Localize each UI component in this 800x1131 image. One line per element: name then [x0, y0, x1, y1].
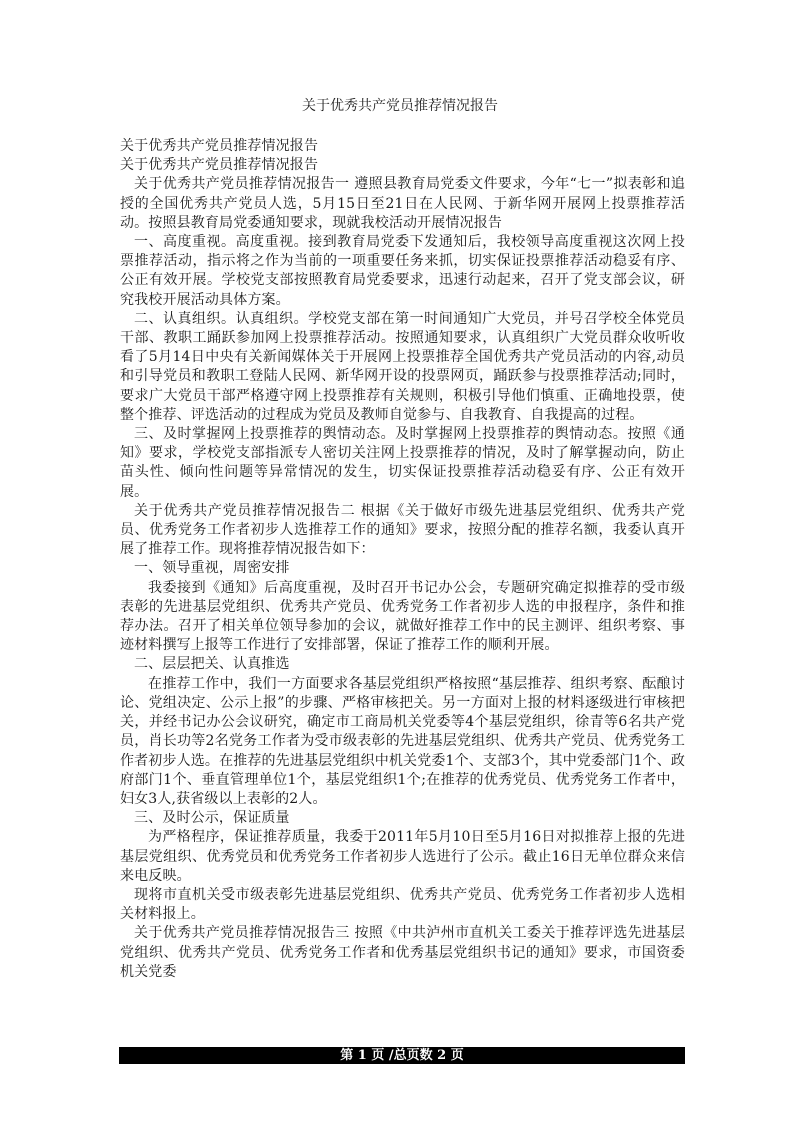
heading-publicity: 三、及时公示，保证质量: [134, 810, 290, 827]
header-line: 关于优秀共产党员推荐情况报告: [120, 138, 319, 154]
paragraph-submission: 现将市直机关受市级表彰先进基层党组织、优秀共产党员、优秀党务工作者初步人选相关材料报上。: [120, 886, 685, 923]
paragraph-report-three: 关于优秀共产党员推荐情况报告三 按照《中共泸州市直机关工委关于推荐评选先进基层党组织、优秀共产党员、优秀党务工作者和优秀基层党组织书记的通知》要求，市国资委机关党委: [120, 925, 685, 980]
paragraph-section-one: 一、高度重视。高度重视。接到教育局党委下发通知后，我校领导高度重视这次网上投票推荐活动，指示将之作为当前的一项重要任务来抓，切实保证投票推荐活动稳妥有序、公正有效开展。学校党支部按照教育局党委要求，迅速行动起来，召开了党支部会议，研究我校开展活动具体方案。: [120, 234, 685, 308]
page-number-footer: 第 1 页 /总页数 2 页: [119, 1047, 685, 1064]
document-body: [120, 137, 685, 982]
paragraph-report-one: 关于优秀共产党员推荐情况报告一 遵照县教育局党委文件要求，今年“七一”拟表彰和追授的全国优秀共产党员人选，5月15日至21日在人民网、于新华网开展网上投票推荐活动。按照县教育局党委通知要求，现就我校活动开展情况报告: [120, 176, 685, 231]
paragraph-review: 在推荐工作中，我们一方面要求各基层党组织严格按照“基层推荐、组织考察、酝酿讨论、党组决定、公示上报”的步骤、严格审核把关。另一方面对上报的材料逐级进行审核把关，并经书记办公会议研究，确定市工商局机关党委等4个基层党组织，徐青等6名共产党员，肖长功等2名党务工作者为受市级表彰的先进基层党组织、优秀共产党员、优秀党务工作者初步人选。在推荐的先进基层党组织中机关党委1个、支部3个，其中党委部门1个、政府部门1个、垂直管理单位1个，基层党组织1个;在推荐的优秀党员、优秀党务工作者中，妇女3人,获省级以上表彰的2人。: [120, 675, 685, 807]
page-title: 关于优秀共产党员推荐情况报告: [302, 98, 498, 114]
heading-review: 二、层层把关、认真推选: [134, 656, 290, 673]
paragraph-publicity: 为严格程序，保证推荐质量，我委于2011年5月10日至5月16日对拟推荐上报的先进基层党组织、优秀党员和优秀党务工作者初步人选进行了公示。截止16日无单位群众来信来电反映。: [120, 829, 685, 884]
header-line: 关于优秀共产党员推荐情况报告: [120, 157, 319, 174]
heading-leadership: 一、领导重视，周密安排: [134, 560, 290, 577]
paragraph-section-two: 二、认真组织。认真组织。学校党支部在第一时间通知广大党员，并号召学校全体党员干部、教职工踊跃参加网上投票推荐活动。按照通知要求，认真组织广大党员群众收听收看了5月14日中央有关新闻媒体关于开展网上投票推荐全国优秀共产党员活动的内容,动员和引导党员和教职工登陆人民网、新华网开设的投票网页，踊跃参与投票推荐活动;同时，要求广大党员干部严格遵守网上投票推荐有关规则，积极引导他们慎重、正确地投票，使整个推荐、评选活动的过程成为党员及教师自觉参与、自我教育、自我提高的过程。: [120, 310, 685, 423]
paragraph-leadership: 我委接到《通知》后高度重视，及时召开书记办公会，专题研究确定拟推荐的受市级表彰的先进基层党组织、优秀共产党员、优秀党务工作者初步人选的申报程序，条件和推荐办法。召开了相关单位领导参加的会议，就做好推荐工作中的民主测评、组织考察、事迹材料撰写上报等工作进行了安排部署，保证了推荐工作的顺利开展。: [120, 579, 685, 654]
paragraph-report-two: 关于优秀共产党员推荐情况报告二 根据《关于做好市级先进基层党组织、优秀共产党员、优秀党务工作者初步人选推荐工作的通知》要求，按照分配的推荐名额，我委认真开展了推荐工作。现将推荐情况报告如下：: [120, 502, 685, 558]
paragraph-section-three: 三、及时掌握网上投票推荐的舆情动态。及时掌握网上投票推荐的舆情动态。按照《通知》要求，学校党支部指派专人密切关注网上投票推荐的情况，及时了解掌握动向，防止苗头性、倾向性问题等异常情况的发生，切实保证投票推荐活动稳妥有序、公正有效开展。: [120, 426, 685, 500]
